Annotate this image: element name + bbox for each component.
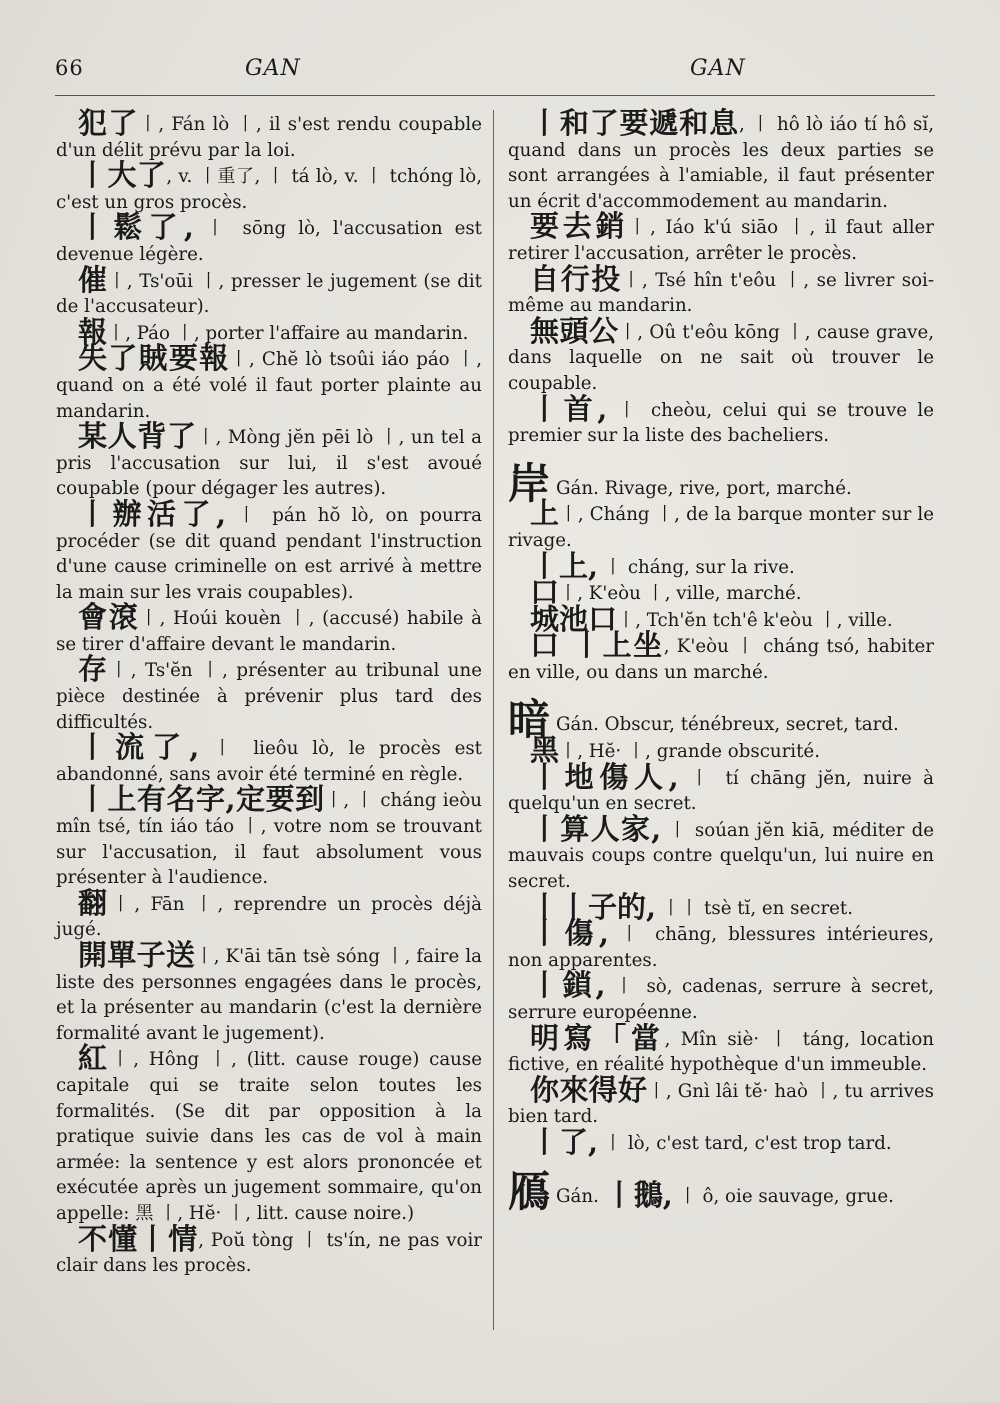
entry-headword: 失了賊要報: [78, 341, 230, 376]
entry: [508, 628, 934, 685]
column-divider: [493, 110, 494, 1330]
entry: [56, 496, 482, 605]
entry-headword: 丨辦活了,: [78, 496, 227, 531]
entry-headword: 丨算人家,: [530, 811, 662, 846]
entry-text: 丨 sò, cadenas, serrure à secret, serrure européenne.: [508, 976, 934, 1023]
entry-text: 丨, K'eòu 丨, ville, marché.: [559, 583, 802, 605]
entry: [56, 1041, 482, 1226]
entry-text: , Poŭ tòng 丨 ts'ín, ne pas voir clair dans les procès.: [56, 1229, 482, 1277]
section-heading-an3: [508, 1166, 934, 1216]
entry: [56, 262, 482, 320]
entry-headword: 紅: [78, 1041, 112, 1076]
entry-headword: 丨鬆了,: [78, 210, 194, 245]
entry: [56, 600, 482, 657]
entry-headword: 不懂丨情: [78, 1221, 199, 1256]
entry-headword: 報: [78, 314, 108, 349]
entry: [508, 548, 934, 583]
entry-text: 丨, Ts'oūi 丨, presser le jugement (se dit de l'accusateur).: [56, 270, 482, 318]
entry-text: 丨, Ts'ĕn 丨, présenter au tribunal une pièce destinée à prévenir plus tard des difficultés.: [56, 660, 482, 733]
entry: [56, 730, 482, 787]
entry-headword: 上: [530, 496, 560, 531]
entry-headword: 丨流了,: [78, 730, 200, 765]
entry-headword: 翻: [78, 885, 112, 920]
entry: [508, 313, 934, 397]
entry-text: 丨 cháng, sur la rive.: [598, 556, 795, 578]
entry-headword: 明寫「當: [530, 1020, 665, 1055]
entry-text: , K'eòu 丨 cháng tsó, habiter en ville, ou dans un marché.: [508, 636, 934, 683]
section-character: 岸: [508, 458, 551, 508]
entry-headword: 丨首,: [530, 391, 608, 426]
entry-headword: 丨傷,: [530, 916, 609, 951]
entry-text: , v. 丨重了, 丨 tá lò, v. 丨 tchóng lò, c'est un gros procès.: [56, 166, 482, 213]
entry-headword: 丨上有名字,定要到: [78, 782, 325, 817]
section-gap: [508, 685, 934, 705]
left-column: [56, 106, 482, 1279]
section-gap: [508, 449, 934, 469]
entry-text: , Mîn siè· 丨 táng, location fictive, en réalité hypothèque d'un immeuble.: [508, 1028, 934, 1076]
entry-headword: 自行投: [530, 261, 623, 296]
entry-headword: 丨上,: [530, 548, 599, 583]
entry: [508, 1020, 934, 1078]
running-title-left: GAN: [245, 56, 301, 81]
entry: [56, 885, 482, 943]
entry: [56, 158, 482, 215]
entry: [508, 916, 934, 973]
entry: [508, 209, 934, 266]
entry-text: 丨 ô, oie sauvage, grue.: [672, 1185, 894, 1207]
entry: [56, 419, 482, 502]
entry: [56, 210, 482, 267]
entry-headword: 要去銷: [530, 209, 629, 244]
entry: [508, 759, 934, 817]
entry-headword: 丨丨子的,: [530, 889, 657, 924]
section-intro: Gán.: [556, 1185, 599, 1207]
entry-headword: 某人背了: [78, 419, 197, 454]
entry-text: 丨 soúan jĕn kiā, méditer de mauvais coups contre quelqu'un, lui nuire en secret.: [508, 819, 934, 893]
entry-headword: 犯了: [78, 106, 139, 140]
entry-text: 丨 chāng, blessures intérieures, non apparentes.: [508, 924, 934, 971]
entry-text: 丨, Oû t'eôu kōng 丨, cause grave, dans laquelle on ne sait où trouver le coupable.: [508, 321, 934, 394]
entry-headword: 你來得好: [530, 1072, 648, 1107]
entry-text: 丨 cheòu, celui qui se trouve le premier sur la liste des bacheliers.: [508, 399, 934, 447]
right-column: [508, 106, 934, 1216]
entry: [56, 1221, 482, 1279]
section-heading-an2: [508, 695, 934, 745]
page-header: [55, 52, 935, 88]
entry-headword: 口: [530, 575, 560, 610]
entry-headword: 催: [78, 262, 108, 297]
entry-headword: 黑: [530, 733, 560, 768]
entry-text: 丨 tí chāng jĕn, nuire à quelqu'un en secret.: [508, 767, 934, 815]
entry-headword: 存: [78, 652, 110, 687]
section-heading-an: [508, 458, 934, 508]
entry-text: 丨 lieôu lò, le procès est abandonné, sans avoir été terminé en règle.: [56, 738, 482, 785]
entry: [508, 968, 934, 1025]
section-intro: Gán. Obscur, ténébreux, secret, tard.: [556, 714, 899, 736]
entry-text: 丨, Gnì lâi tĕ· haò 丨, tu arrives bien tard.: [508, 1080, 934, 1128]
entry: [508, 1124, 934, 1159]
entry: [56, 106, 482, 163]
entry: [56, 782, 482, 890]
entry-text: 丨, Iáo k'ú siāo 丨, il faut aller retirer l'accusation, arrêter le procès.: [508, 217, 934, 264]
section-gap: [508, 1157, 934, 1177]
entry-headword: 丨了,: [530, 1124, 599, 1159]
running-title-right: GAN: [690, 56, 746, 81]
entry: [508, 391, 934, 449]
entry-headword: 丨鵝,: [604, 1177, 673, 1212]
entry: [508, 496, 934, 553]
entry: [56, 341, 482, 424]
entry-text: 丨 lò, c'est tard, c'est trop tard.: [598, 1132, 892, 1154]
section-character: 鴈: [508, 1166, 551, 1216]
entry-headword: 丨鎖,: [530, 968, 606, 1003]
entry-text: 丨, Chĕ lò tsoûi iáo páo 丨, quand on a été volé il faut porter plainte au mandarin.: [56, 349, 482, 422]
entry-text: 丨, Fān 丨, reprendre un procès déjà jugé.: [56, 893, 482, 941]
entry-headword: 無頭公: [530, 313, 619, 348]
entry-text: 丨, Páo 丨, porter l'affaire au mandarin.: [107, 322, 469, 344]
entry: [56, 652, 482, 735]
entry-text: 丨, Mòng jĕn pēi lò 丨, un tel a pris l'accusation sur lui, il s'est avoué coupable (pour dégager les autres).: [56, 427, 482, 500]
entry-text: 丨, Hoúi kouèn 丨, (accusé) habile à se tirer d'affaire devant le mandarin.: [56, 608, 482, 655]
entry: [508, 261, 934, 319]
entry-text: 丨 pán hŏ lò, on pourra procéder (se dit quand pendant l'instruction d'une cause criminelle on est arrivé à mettre la main sur les vrais coupables).: [56, 504, 482, 603]
entry-headword: 會滾: [78, 600, 140, 635]
entry: [508, 811, 934, 895]
entry-text: 丨 sōng lò, l'accusation est devenue légère.: [56, 218, 482, 265]
entry-text: 丨, K'āi tān tsè sóng 丨, faire la liste des personnes engagées dans le procès, et la présenter au mandarin (c'est la dernière formalité avant le jugement).: [56, 946, 482, 1044]
entry-headword: 丨地傷人,: [530, 759, 679, 794]
entry-text: 丨, Tsé hîn t'eôu 丨, se livrer soi-même au mandarin.: [508, 269, 934, 317]
entry-headword: 口 丨上坐: [530, 628, 664, 663]
entry-text: 丨, Tch'ĕn tch'ê k'eòu 丨, ville.: [617, 609, 893, 631]
section-character: 暗: [508, 695, 551, 745]
entry-text: 丨丨 tsè tĭ, en secret.: [656, 897, 854, 919]
entry-headword: 城池口: [530, 601, 618, 636]
entry-text: 丨, Hĕ· 丨, grande obscurité.: [559, 741, 820, 763]
entry-text: 丨, Cháng 丨, de la barque monter sur le rivage.: [508, 504, 934, 551]
entry-text: 丨, 丨 cháng ieòu mîn tsé, tín iáo táo 丨, votre nom se trouvant sur l'accusation, il faut absolument vous présenter à l'audience.: [56, 790, 482, 889]
entry: [56, 938, 482, 1046]
entry-text: 丨, Fán lò 丨, il s'est rendu coupable d'un délit prévu par la loi.: [56, 114, 482, 161]
entry-headword: 開單子送: [78, 938, 196, 972]
entry-text: 丨, Hông 丨, (litt. cause rouge) cause capitale qui se traite selon toutes les formalités. (Se dit par opposition à la pratique suivie dans les cas de vol à main armée: la sentence y est alors prononcée et exécutée après un jugement sommaire, qu'on appelle: 黑 丨, Hĕ· 丨, litt. cause noire.): [56, 1049, 482, 1224]
header-rule: [55, 95, 935, 96]
entry: [508, 1072, 934, 1130]
entry-text: , 丨 hô lò iáo tí hô sĭ, quand dans un procès les deux parties se sont arrangées à l'amiable, il faut présenter un écrit d'accommodement au mandarin.: [508, 114, 934, 212]
section-intro: Gán. Rivage, rive, port, marché.: [556, 477, 852, 499]
entry-headword: 丨大了: [78, 158, 167, 193]
page-number: 66: [55, 56, 84, 80]
entry-headword: 丨和了要遞和息: [530, 106, 739, 140]
entry: [508, 106, 934, 214]
